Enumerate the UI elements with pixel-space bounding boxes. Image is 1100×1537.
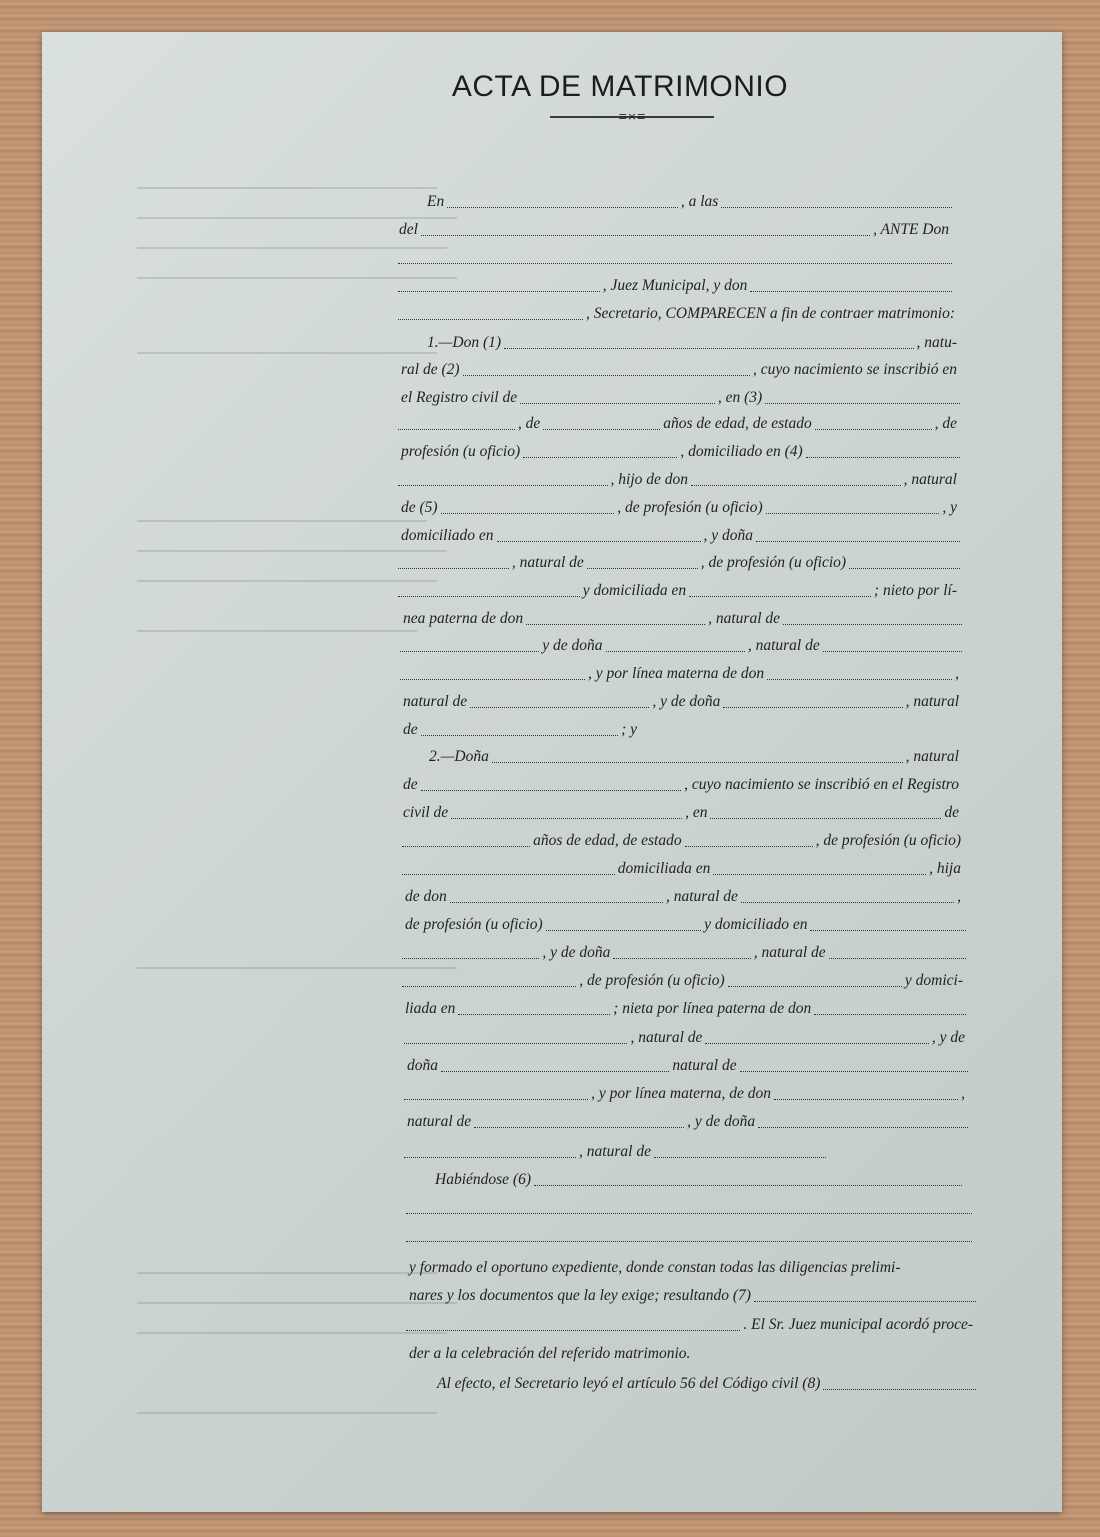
fill-in-blank[interactable] — [400, 675, 585, 680]
form-text: , de — [517, 415, 541, 432]
form-line — [432, 1168, 962, 1190]
fill-in-blank[interactable] — [814, 1010, 966, 1015]
fill-in-blank[interactable] — [402, 954, 539, 959]
form-text: , de profesión (u oficio) — [700, 554, 847, 571]
fill-in-blank[interactable] — [710, 814, 941, 819]
form-text: y domiciliado en — [704, 916, 808, 933]
form-text: , a las — [680, 193, 719, 210]
form-line — [398, 551, 960, 573]
bleed-through-text — [137, 1332, 447, 1334]
form-line — [398, 274, 952, 296]
form-text: domiciliado en — [401, 527, 494, 544]
form-line — [400, 690, 962, 712]
form-text: , natural — [905, 693, 960, 710]
fill-in-blank[interactable] — [450, 898, 663, 903]
form-line — [406, 1313, 976, 1335]
fill-in-blank[interactable] — [406, 1237, 972, 1242]
form-text: Habiéndose (6) — [435, 1171, 531, 1188]
fill-in-blank[interactable] — [398, 259, 952, 264]
form-text: , natu- — [916, 334, 957, 351]
fill-in-blank[interactable] — [783, 620, 962, 625]
form-line — [404, 1082, 968, 1104]
fill-in-blank[interactable] — [606, 647, 745, 652]
fill-in-blank[interactable] — [398, 425, 515, 430]
form-line — [402, 969, 966, 991]
fill-in-blank[interactable] — [398, 287, 600, 292]
form-text: , natural de — [747, 637, 820, 654]
fill-in-blank[interactable] — [463, 371, 750, 376]
form-line — [398, 468, 960, 490]
form-text: , y de doña — [652, 693, 721, 710]
form-line — [424, 331, 960, 353]
form-text: natural de — [403, 693, 468, 710]
form-text: , y por línea materna de don — [588, 665, 765, 682]
fill-in-blank[interactable] — [685, 842, 813, 847]
form-line — [404, 1026, 968, 1048]
fill-in-blank[interactable] — [398, 315, 583, 320]
form-line — [402, 941, 966, 963]
form-text: ral de (2) — [401, 361, 460, 378]
fill-in-blank[interactable] — [526, 620, 705, 625]
form-text: , — [957, 888, 962, 905]
fill-in-blank[interactable] — [504, 344, 913, 349]
form-text: años de edad, de estado — [663, 415, 812, 432]
form-text: der a la celebración del referido matrimonio. — [409, 1345, 691, 1362]
form-text: 1.—Don (1) — [427, 334, 502, 351]
form-text: , y doña — [703, 527, 754, 544]
form-text: , hija — [929, 860, 961, 877]
form-line — [398, 302, 958, 324]
fill-in-blank[interactable] — [774, 1095, 958, 1100]
fill-in-blank[interactable] — [721, 203, 952, 208]
form-text: del — [399, 221, 418, 238]
form-line — [402, 885, 964, 907]
fill-in-blank[interactable] — [543, 425, 660, 430]
form-line — [406, 1284, 976, 1306]
fill-in-blank[interactable] — [758, 1123, 968, 1128]
fill-in-blank[interactable] — [406, 1209, 972, 1214]
fill-in-blank[interactable] — [441, 1067, 669, 1072]
form-text: , natural — [903, 471, 957, 488]
fill-in-blank[interactable] — [402, 870, 615, 875]
form-text: , de profesión (u oficio) — [617, 499, 763, 516]
form-line — [402, 857, 964, 879]
form-line — [400, 773, 962, 795]
fill-in-blank[interactable] — [815, 425, 932, 430]
fill-in-blank[interactable] — [810, 926, 966, 931]
fill-in-blank[interactable] — [705, 1039, 928, 1044]
fill-in-blank[interactable] — [447, 203, 678, 208]
form-text: , en (3) — [717, 389, 763, 406]
form-line — [426, 745, 962, 767]
fill-in-blank[interactable] — [750, 287, 952, 292]
form-line — [406, 1342, 976, 1364]
form-line — [398, 440, 960, 462]
form-line — [400, 801, 962, 823]
form-text: de — [944, 804, 959, 821]
fill-in-blank[interactable] — [497, 537, 701, 542]
form-line — [424, 190, 952, 212]
form-text: , natural de — [630, 1029, 703, 1046]
fill-in-blank[interactable] — [741, 898, 954, 903]
fill-in-blank[interactable] — [398, 592, 580, 597]
form-text: y domici- — [904, 972, 963, 989]
fill-in-blank[interactable] — [691, 481, 901, 486]
fill-in-blank[interactable] — [398, 481, 608, 486]
form-text: ; nieto por lí- — [873, 582, 957, 599]
fill-in-blank[interactable] — [823, 647, 962, 652]
form-line — [404, 1054, 968, 1076]
form-text: natural de — [672, 1057, 737, 1074]
fill-in-blank[interactable] — [740, 1067, 968, 1072]
form-text: ; y — [621, 721, 637, 738]
form-line — [402, 829, 964, 851]
form-line — [404, 1110, 968, 1132]
form-text: , natural de — [666, 888, 738, 905]
form-text: , natural de — [511, 554, 584, 571]
form-line — [398, 496, 960, 518]
form-text: nea paterna de don — [403, 610, 524, 627]
form-text: el Registro civil de — [401, 389, 518, 406]
form-text: En — [427, 193, 445, 210]
form-text: años de edad, de estado — [533, 832, 682, 849]
form-text: , hijo de don — [610, 471, 689, 488]
fill-in-blank[interactable] — [546, 926, 702, 931]
bleed-through-text — [137, 630, 417, 632]
form-text: , en — [685, 804, 708, 821]
fill-in-blank[interactable] — [421, 786, 681, 791]
form-text: de don — [405, 888, 447, 905]
form-text: doña — [407, 1057, 438, 1074]
fill-in-blank[interactable] — [765, 399, 960, 404]
form-text: , y por línea materna, de don — [591, 1085, 772, 1102]
fill-in-blank[interactable] — [728, 982, 902, 987]
fill-in-blank[interactable] — [806, 453, 960, 458]
form-text: , natural de — [579, 1143, 651, 1160]
fill-in-blank[interactable] — [689, 592, 871, 597]
form-line — [402, 997, 966, 1019]
form-text: de profesión (u oficio) — [405, 916, 543, 933]
form-text: , cuyo nacimiento se inscribió en — [752, 361, 957, 378]
form-line — [402, 913, 966, 935]
form-text: , ANTE Don — [873, 221, 949, 238]
form-text: , de profesión (u oficio) — [579, 972, 725, 989]
bleed-through-text — [137, 1272, 437, 1274]
document-title: ACTA DE MATRIMONIO — [451, 70, 789, 103]
bleed-through-text — [137, 352, 437, 354]
form-text: , — [955, 665, 960, 682]
form-text: , y de doña — [687, 1113, 756, 1130]
fill-in-blank[interactable] — [400, 647, 539, 652]
form-line — [406, 1224, 972, 1246]
bleed-through-text — [137, 187, 437, 189]
form-text: , — [961, 1085, 966, 1102]
form-text: natural de — [407, 1113, 472, 1130]
form-text: y de doña — [542, 637, 603, 654]
form-line — [398, 386, 960, 408]
form-line — [400, 718, 640, 740]
form-text: 2.—Doña — [429, 748, 489, 765]
fill-in-blank[interactable] — [587, 564, 698, 569]
fill-in-blank[interactable] — [849, 564, 960, 569]
form-text: civil de — [403, 804, 449, 821]
fill-in-blank[interactable] — [654, 1153, 826, 1158]
form-line — [398, 246, 952, 268]
fill-in-blank[interactable] — [402, 842, 530, 847]
form-text: de — [403, 721, 418, 738]
fill-in-blank[interactable] — [754, 1297, 976, 1302]
form-line — [406, 1196, 972, 1218]
form-text: , Secretario, COMPARECEN a fin de contraer matrimonio: — [586, 305, 955, 322]
form-line — [398, 412, 960, 434]
form-line — [396, 218, 952, 240]
fill-in-blank[interactable] — [613, 954, 750, 959]
form-line — [406, 1256, 976, 1278]
fill-in-blank[interactable] — [767, 675, 952, 680]
form-text: ; nieta por línea paterna de don — [613, 1000, 812, 1017]
form-text: liada en — [405, 1000, 456, 1017]
form-line — [404, 1140, 826, 1162]
form-line — [398, 524, 960, 546]
fill-in-blank[interactable] — [404, 1039, 627, 1044]
form-text: y domiciliada en — [582, 582, 687, 599]
form-line — [434, 1372, 976, 1394]
fill-in-blank[interactable] — [723, 703, 902, 708]
fill-in-blank[interactable] — [406, 1326, 740, 1331]
form-text: , y de — [931, 1029, 966, 1046]
fill-in-blank[interactable] — [523, 453, 677, 458]
form-text: de (5) — [401, 499, 438, 516]
fill-in-blank[interactable] — [421, 231, 870, 236]
fill-in-blank[interactable] — [474, 1123, 684, 1128]
form-text: , y — [942, 499, 958, 516]
form-text: , de — [934, 415, 958, 432]
fill-in-blank[interactable] — [421, 731, 618, 736]
form-text: , de profesión (u oficio) — [815, 832, 961, 849]
form-line — [400, 662, 962, 684]
fill-in-blank[interactable] — [441, 509, 615, 514]
form-text: , natural de — [708, 610, 781, 627]
form-text: , y de doña — [542, 944, 611, 961]
bleed-through-text — [137, 1412, 437, 1414]
title-ornament: ≡×≡ — [618, 110, 646, 123]
form-text: , Juez Municipal, y don — [602, 277, 748, 294]
form-text: , natural de — [753, 944, 826, 961]
form-line — [398, 579, 960, 601]
form-line — [398, 358, 960, 380]
form-text: nares y los documentos que la ley exige; resultando (7) — [409, 1287, 751, 1304]
form-text: , cuyo nacimiento se inscribió en el Registro — [684, 776, 959, 793]
fill-in-blank[interactable] — [492, 758, 903, 763]
form-text: , domiciliado en (4) — [680, 443, 803, 460]
fill-in-blank[interactable] — [458, 1010, 610, 1015]
fill-in-blank[interactable] — [404, 1153, 576, 1158]
fill-in-blank[interactable] — [766, 509, 940, 514]
form-text: , natural — [905, 748, 959, 765]
fill-in-blank[interactable] — [404, 1095, 588, 1100]
fill-in-blank[interactable] — [823, 1385, 976, 1390]
bleed-through-text — [137, 520, 427, 522]
bleed-through-text — [137, 580, 437, 582]
form-text: profesión (u oficio) — [401, 443, 521, 460]
form-text: y formado el oportuno expediente, donde constan todas las diligencias prelimi- — [409, 1259, 901, 1276]
form-text: Al efecto, el Secretario leyó el artículo 56 del Código civil (8) — [437, 1375, 821, 1392]
form-text: domiciliada en — [617, 860, 711, 877]
form-line — [400, 607, 962, 629]
form-line — [400, 634, 962, 656]
fill-in-blank[interactable] — [534, 1181, 962, 1186]
fill-in-blank[interactable] — [756, 537, 960, 542]
fill-in-blank[interactable] — [713, 870, 926, 875]
fill-in-blank[interactable] — [402, 982, 576, 987]
fill-in-blank[interactable] — [829, 954, 966, 959]
fill-in-blank[interactable] — [470, 703, 649, 708]
fill-in-blank[interactable] — [398, 564, 509, 569]
form-text: de — [403, 776, 418, 793]
fill-in-blank[interactable] — [451, 814, 682, 819]
fill-in-blank[interactable] — [520, 399, 715, 404]
form-text: . El Sr. Juez municipal acordó proce- — [743, 1316, 973, 1333]
